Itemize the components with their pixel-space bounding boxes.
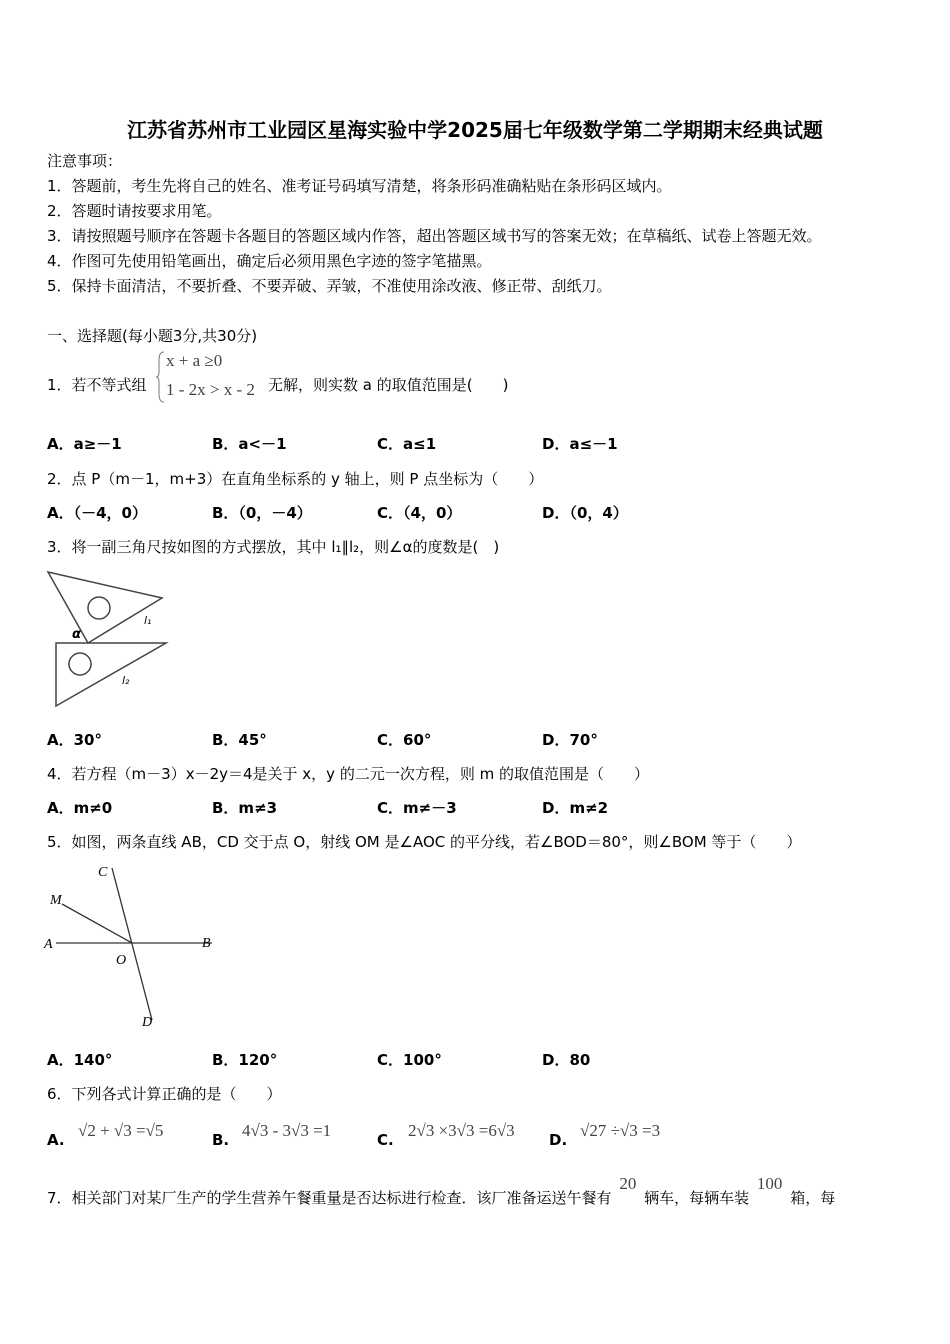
section-heading: 一、选择题(每小题3分,共30分)	[47, 327, 258, 345]
system-line-1: x + a ≥0	[166, 351, 223, 370]
question-7	[47, 1174, 836, 1208]
option-b: B．45°	[212, 731, 267, 749]
q1-pre: 1．若不等式组	[47, 376, 147, 394]
option-c: C．a≤1	[377, 435, 437, 453]
option-d: D．（0，4）	[542, 504, 628, 522]
label-o: O	[116, 953, 127, 968]
option-a: A．140°	[47, 1051, 113, 1069]
option-b: B.	[212, 1131, 230, 1149]
option-a: A．30°	[47, 731, 102, 749]
notice-item: 3．请按照题号顺序在答题卡各题目的答题区域内作答，超出答题区域书写的答案无效；在草稿纸、试卷上答题无效。	[47, 227, 822, 245]
triangle-rulers-figure	[44, 568, 174, 713]
formula-c: 2√3 ×3√3 =6√3	[408, 1121, 515, 1140]
option-b: B．m≠3	[212, 799, 278, 817]
question-5: 5．如图，两条直线 AB，CD 交于点 O，射线 OM 是∠AOC 的平分线，若∠BOD＝80°，则∠BOM 等于（ ）	[47, 833, 802, 851]
question-3: 3．将一副三角尺按如图的方式摆放，其中 l₁∥l₂，则∠α的度数是( )	[47, 538, 500, 556]
option-c: C.	[377, 1131, 394, 1149]
question-6: 6．下列各式计算正确的是（ ）	[47, 1085, 282, 1103]
q7-text-1: 7．相关部门对某厂生产的学生营养午餐重量是否达标进行检查．该厂准备运送午餐有	[47, 1189, 612, 1207]
notice-item: 5．保持卡面清洁，不要折叠、不要弄破、弄皱，不准使用涂改液、修正带、刮纸刀。	[47, 277, 612, 295]
q7-number-boxes: 100	[756, 1174, 783, 1193]
q7-text-2: 辆车，每辆车装	[644, 1189, 750, 1207]
q1-post: 无解，则实数 a 的取值范围是( )	[268, 376, 509, 394]
formula-a: √2 + √3 =√5	[78, 1121, 164, 1140]
notice-item: 1．答题前，考生先将自己的姓名、准考证号码填写清楚，将条形码准确粘贴在条形码区域内。	[47, 177, 672, 195]
q7-number-cars: 20	[619, 1174, 637, 1193]
system-line-2: 1 - 2x > x - 2	[166, 380, 255, 399]
notice-item: 2．答题时请按要求用笔。	[47, 202, 222, 220]
option-c: C．（4，0）	[377, 504, 462, 522]
option-c: C．60°	[377, 731, 432, 749]
option-a: A．m≠0	[47, 799, 113, 817]
brace-icon	[156, 350, 166, 404]
formula-d: √27 ÷√3 =3	[580, 1121, 661, 1140]
label-b: B	[202, 936, 211, 951]
q7-text-3: 箱，每	[790, 1189, 836, 1207]
option-b: B．（0，－4）	[212, 504, 312, 522]
option-d: D．a≤－1	[542, 435, 618, 453]
option-a: A.	[47, 1131, 65, 1149]
notice-item: 4．作图可先使用铅笔画出，确定后必须用黑色字迹的签字笔描黑。	[47, 252, 492, 270]
l2-label: l₂	[122, 674, 130, 687]
notice-heading: 注意事项：	[47, 152, 123, 170]
label-a: A	[44, 937, 53, 952]
option-d: D．80	[542, 1051, 591, 1069]
question-1	[47, 375, 147, 395]
option-b: B．a<－1	[212, 435, 287, 453]
label-c: C	[98, 865, 108, 880]
option-a: A．（－4，0）	[47, 504, 147, 522]
question-4: 4．若方程（m－3）x－2y＝4是关于 x，y 的二元一次方程，则 m 的取值范围是（ ）	[47, 765, 649, 783]
formula-b: 4√3 - 3√3 =1	[242, 1121, 332, 1140]
label-d: D	[142, 1015, 153, 1030]
option-c: C．m≠－3	[377, 799, 457, 817]
option-d: D.	[549, 1131, 568, 1149]
option-d: D．70°	[542, 731, 598, 749]
option-d: D．m≠2	[542, 799, 609, 817]
label-m: M	[50, 893, 62, 908]
option-a: A．a≥－1	[47, 435, 122, 453]
page-title: 江苏省苏州市工业园区星海实验中学2025届七年级数学第二学期期末经典试题	[127, 118, 823, 142]
alpha-label: α	[72, 627, 81, 642]
option-b: B．120°	[212, 1051, 278, 1069]
l1-label: l₁	[144, 614, 152, 627]
option-c: C．100°	[377, 1051, 442, 1069]
intersecting-lines-figure	[40, 858, 230, 1033]
question-2: 2．点 P（m－1，m+3）在直角坐标系的 y 轴上，则 P 点坐标为（ ）	[47, 470, 544, 488]
